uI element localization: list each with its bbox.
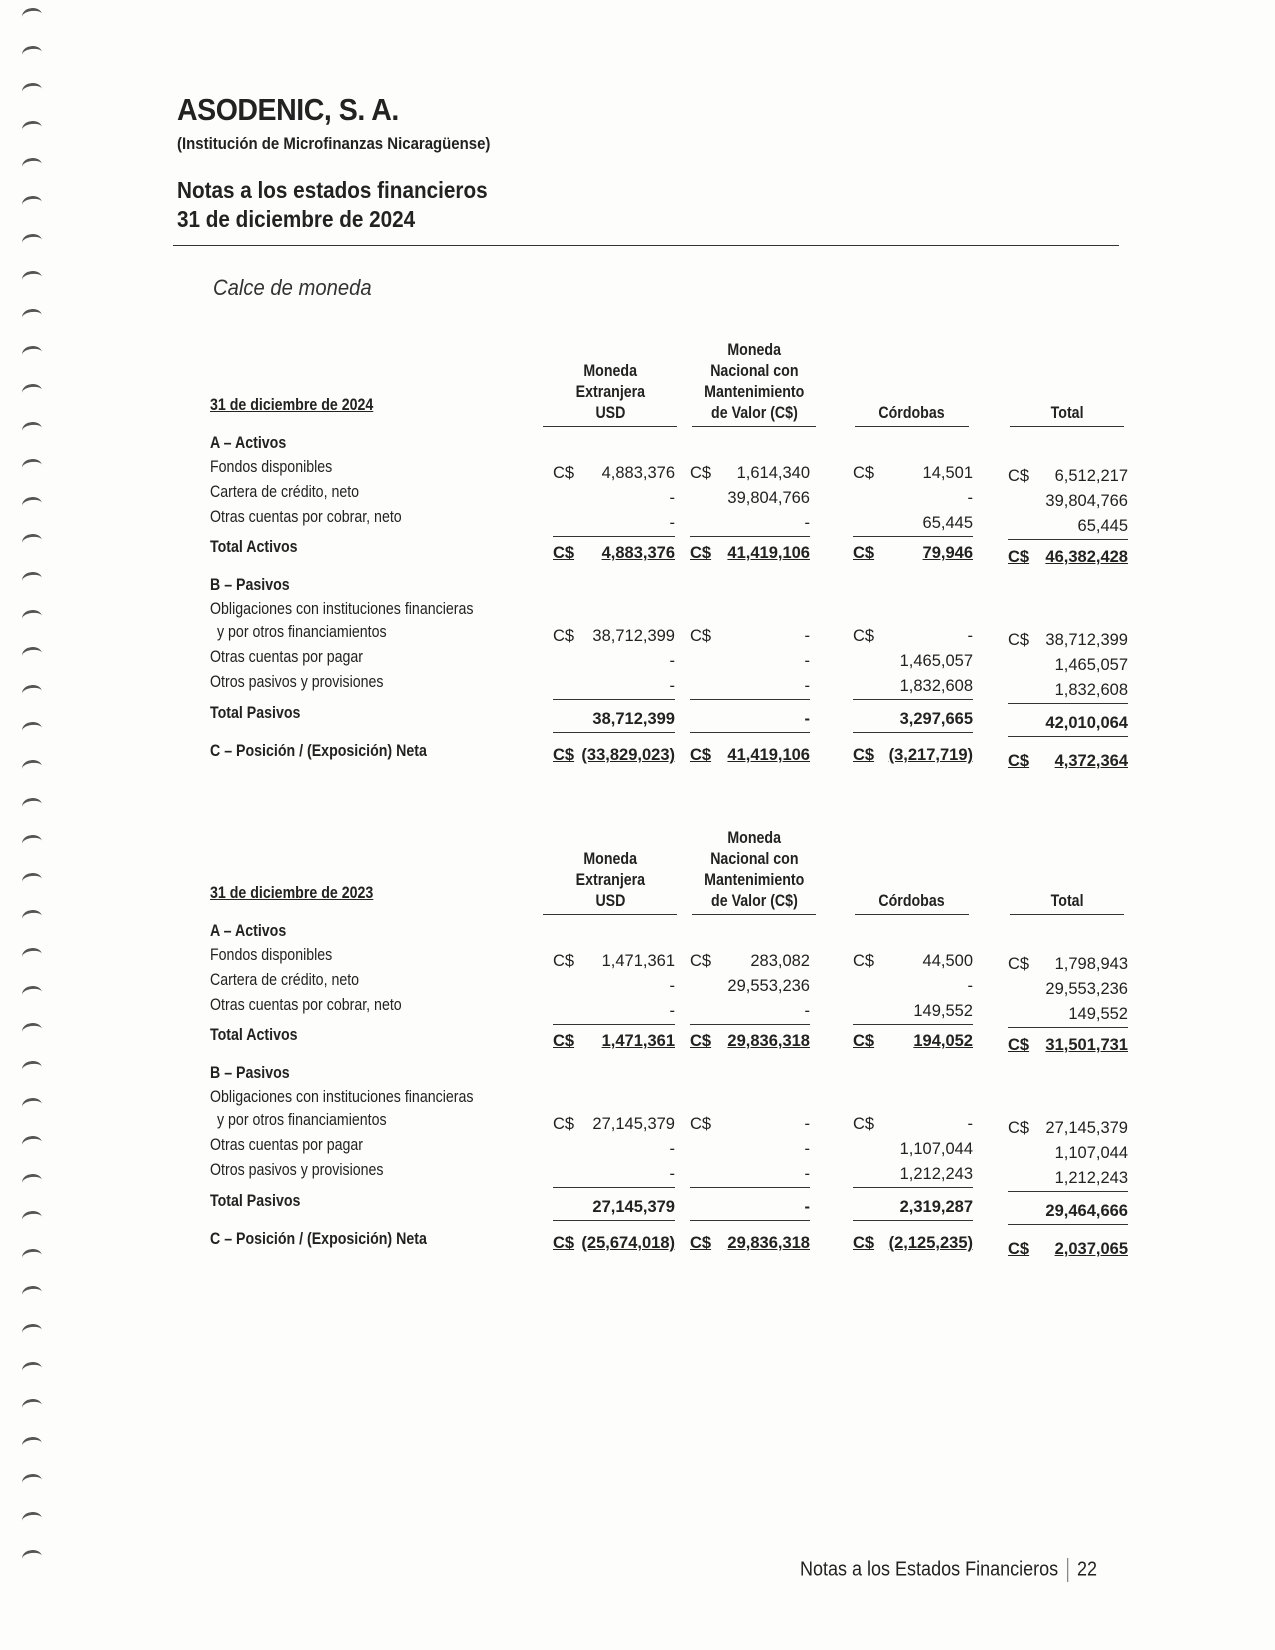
column-header-line: Moneda [583,850,637,868]
total-assets-label: Total Activos [210,1026,298,1044]
net-position-label: C – Posición / (Exposición) Neta [210,742,427,760]
amount-value: 1,107,044 [1054,1144,1128,1162]
liabilities-heading: B – Pasivos [210,576,290,594]
column-header-line: Córdobas [878,404,946,422]
amount-value: 39,804,766 [727,489,810,507]
amount-value: 29,464,666 [1045,1202,1128,1220]
column-header-line: Total [1050,404,1084,422]
binding-ring [21,571,43,589]
footer-text: Notas a los Estados Financieros [800,1558,1059,1581]
amount-cell-total [1008,980,1128,1002]
column-header-line: Moneda [727,829,781,847]
binding-ring [21,195,43,213]
amount-cell-cordobas [853,464,973,486]
amount-cell-total [1008,548,1128,570]
notes-title-block [177,176,488,234]
amount-cell-mv [690,1140,810,1162]
amount-value: 38,712,399 [592,710,675,728]
amount-value: 1,832,608 [1054,681,1128,699]
amount-cell-cordobas [853,514,973,537]
amount-value: - [669,489,675,507]
amount-cell-usd [553,489,675,511]
binding-ring [21,646,43,664]
currency-symbol: C$ [1008,1119,1030,1137]
amount-value: 1,212,243 [1054,1169,1128,1187]
amount-cell-cordobas [853,1165,973,1188]
amount-cell-total [1008,714,1128,737]
row-label: Otros pasivos y provisiones [210,673,384,691]
amount-value: - [669,652,675,670]
binding-ring [21,1097,43,1115]
binding-ring [21,1285,43,1303]
header-divider [173,245,1119,246]
amount-value: (2,125,235) [888,1234,973,1252]
binding-ring [21,1511,43,1529]
amount-cell-mv [690,952,810,974]
amount-cell-usd [553,677,675,700]
binding-ring [21,721,43,739]
amount-value: 79,946 [922,544,973,562]
amount-value: 4,883,376 [601,464,675,482]
amount-value: - [804,1140,810,1158]
amount-value: 1,471,361 [601,952,675,970]
amount-value: 1,798,943 [1054,955,1128,973]
column-header-total [1010,403,1124,427]
column-header-cordobas [855,403,969,427]
assets-heading: A – Activos [210,922,287,940]
amount-value: - [669,1165,675,1183]
binding-ring [21,119,43,137]
currency-symbol: C$ [690,952,712,970]
column-header-usd [543,361,677,427]
amount-cell-total [1008,517,1128,540]
amount-value: 29,836,318 [727,1234,810,1252]
amount-value: 6,512,217 [1054,467,1128,485]
row-label: Obligaciones con instituciones financieras [210,1088,474,1106]
currency-symbol: C$ [1008,752,1030,770]
column-header-total [1010,891,1124,915]
amount-cell-total [1008,1169,1128,1192]
amount-cell-total [1008,656,1128,678]
amount-cell-mv [690,1002,810,1025]
amount-cell-cordobas [853,710,973,733]
binding-ring [21,1435,43,1453]
row-label: Obligaciones con instituciones financieras [210,600,474,618]
binding-ring [21,796,43,814]
column-header-line: Total [1050,892,1084,910]
currency-symbol: C$ [690,544,712,562]
amount-value: - [804,1115,810,1133]
amount-value: 2,037,065 [1054,1240,1128,1258]
company-name: ASODENIC, S. A. [177,92,399,127]
amount-value: 29,553,236 [1045,980,1128,998]
amount-cell-cordobas [853,952,973,974]
amount-cell-total [1008,492,1128,514]
amount-cell-total [1008,681,1128,704]
amount-cell-mv [690,652,810,674]
page-number: 22 [1077,1558,1098,1581]
amount-cell-usd [553,514,675,537]
spiral-binding [8,0,48,1650]
amount-value: 3,297,665 [899,710,973,728]
amount-value: 65,445 [922,514,973,532]
row-label: Fondos disponibles [210,458,333,476]
amount-value: 27,145,379 [1045,1119,1128,1137]
assets-heading: A – Activos [210,434,287,452]
amount-cell-usd [553,1002,675,1025]
binding-ring [21,1247,43,1265]
binding-ring [21,1398,43,1416]
row-label-continued: y por otros financiamientos [217,1111,387,1129]
row-label: Otras cuentas por pagar [210,648,364,666]
row-label: Cartera de crédito, neto [210,483,360,501]
currency-symbol: C$ [1008,631,1030,649]
amount-cell-usd [553,746,675,768]
amount-value: 14,501 [922,464,973,482]
amount-cell-cordobas [853,1032,973,1054]
amount-cell-total [1008,631,1128,653]
currency-symbol: C$ [553,544,575,562]
amount-value: - [804,1165,810,1183]
binding-ring [21,1172,43,1190]
column-header-line: de Valor (C$) [710,892,798,910]
column-header-line: de Valor (C$) [710,404,798,422]
column-header-line: Moneda [583,362,637,380]
binding-ring [21,232,43,250]
amount-cell-cordobas [853,977,973,999]
currency-symbol: C$ [553,746,575,764]
amount-value: - [967,489,973,507]
currency-symbol: C$ [1008,1036,1030,1054]
column-header-line: Extranjera [575,383,645,401]
column-header-line: Nacional con [709,850,799,868]
column-header-line: Extranjera [575,871,645,889]
amount-cell-usd [553,1140,675,1162]
column-header-cordobas [855,891,969,915]
amount-cell-mv [690,464,810,486]
binding-ring [21,7,43,25]
notes-title: Notas a los estados financieros [177,177,488,203]
amount-cell-cordobas [853,544,973,566]
amount-value: 1,212,243 [899,1165,973,1183]
amount-value: 2,319,287 [899,1198,973,1216]
currency-symbol: C$ [553,952,575,970]
currency-symbol: C$ [853,464,875,482]
company-subtitle: (Institución de Microfinanzas Nicaragüense) [177,134,491,153]
currency-symbol: C$ [853,1032,875,1050]
binding-ring [21,984,43,1002]
binding-ring [21,1135,43,1153]
amount-cell-total [1008,467,1128,489]
amount-value: 149,552 [1068,1005,1128,1023]
amount-value: 4,883,376 [601,544,675,562]
currency-symbol: C$ [690,464,712,482]
currency-symbol: C$ [853,627,875,645]
binding-ring [21,270,43,288]
amount-cell-usd [553,710,675,733]
amount-value: 29,836,318 [727,1032,810,1050]
amount-value: 39,804,766 [1045,492,1128,510]
amount-value: - [669,1140,675,1158]
amount-value: 65,445 [1077,517,1128,535]
currency-symbol: C$ [553,464,575,482]
binding-ring [21,307,43,325]
amount-cell-mv [690,1234,810,1256]
currency-symbol: C$ [853,1234,875,1252]
net-position-label: C – Posición / (Exposición) Neta [210,1230,427,1248]
amount-cell-cordobas [853,627,973,649]
currency-symbol: C$ [853,952,875,970]
amount-value: 41,419,106 [727,746,810,764]
binding-ring [21,683,43,701]
amount-cell-usd [553,464,675,486]
column-header-line: Mantenimiento [703,871,805,889]
total-liabilities-label: Total Pasivos [210,704,301,722]
column-header-line: Córdobas [878,892,946,910]
binding-ring [21,871,43,889]
row-label: Otras cuentas por pagar [210,1136,364,1154]
binding-ring [21,495,43,513]
binding-ring [21,82,43,100]
amount-cell-usd [553,952,675,974]
amount-cell-usd [553,1032,675,1054]
amount-value: - [804,652,810,670]
amount-value: - [804,627,810,645]
amount-value: - [967,1115,973,1133]
amount-value: 42,010,064 [1045,714,1128,732]
amount-cell-mv [690,627,810,649]
amount-cell-total [1008,752,1128,774]
footer-separator [1067,1558,1068,1582]
amount-cell-mv [690,514,810,537]
amount-value: - [669,977,675,995]
binding-ring [21,1548,43,1566]
amount-cell-usd [553,1115,675,1137]
amount-cell-usd [553,977,675,999]
amount-value: - [669,677,675,695]
liabilities-heading: B – Pasivos [210,1064,290,1082]
period-header: 31 de diciembre de 2023 [210,884,374,902]
amount-value: 31,501,731 [1045,1036,1128,1054]
amount-value: - [804,1002,810,1020]
amount-cell-usd [553,1165,675,1188]
amount-cell-cordobas [853,1140,973,1162]
notes-date: 31 de diciembre de 2024 [177,206,416,232]
section-title: Calce de moneda [213,275,372,300]
binding-ring [21,608,43,626]
currency-symbol: C$ [853,746,875,764]
amount-value: 44,500 [922,952,973,970]
currency-symbol: C$ [690,1115,712,1133]
amount-cell-cordobas [853,746,973,768]
amount-cell-mv [690,746,810,768]
total-liabilities-label: Total Pasivos [210,1192,301,1210]
amount-cell-total [1008,1144,1128,1166]
amount-cell-mv [690,1165,810,1188]
binding-ring [21,458,43,476]
amount-value: 27,145,379 [592,1198,675,1216]
column-header-line: USD [595,404,625,422]
column-header-line: USD [595,892,625,910]
amount-value: 41,419,106 [727,544,810,562]
amount-value: 38,712,399 [592,627,675,645]
binding-ring [21,759,43,777]
row-label: Otros pasivos y provisiones [210,1161,384,1179]
currency-symbol: C$ [853,1115,875,1133]
currency-symbol: C$ [1008,467,1030,485]
binding-ring [21,909,43,927]
period-header: 31 de diciembre de 2024 [210,396,374,414]
amount-value: - [804,1198,810,1216]
page-footer [800,1558,1097,1582]
binding-ring [21,1059,43,1077]
amount-cell-total [1008,955,1128,977]
amount-cell-cordobas [853,677,973,700]
amount-value: 1,107,044 [899,1140,973,1158]
amount-cell-mv [690,1032,810,1054]
amount-cell-total [1008,1240,1128,1262]
currency-symbol: C$ [690,746,712,764]
column-header-usd [543,849,677,915]
currency-symbol: C$ [690,627,712,645]
amount-value: - [804,514,810,532]
amount-value: 1,465,057 [1054,656,1128,674]
amount-value: 1,471,361 [601,1032,675,1050]
amount-value: - [804,677,810,695]
amount-value: 1,614,340 [736,464,810,482]
amount-value: (25,674,018) [581,1234,675,1252]
amount-cell-mv [690,1198,810,1221]
column-header-mv [692,340,816,427]
currency-symbol: C$ [553,1032,575,1050]
amount-value: 27,145,379 [592,1115,675,1133]
amount-value: 1,832,608 [899,677,973,695]
row-label: Otras cuentas por cobrar, neto [210,996,402,1014]
binding-ring [21,1022,43,1040]
amount-cell-cordobas [853,652,973,674]
amount-cell-cordobas [853,1234,973,1256]
amount-cell-usd [553,1234,675,1256]
binding-ring [21,1210,43,1228]
document-header [177,92,533,154]
amount-value: 149,552 [913,1002,973,1020]
amount-value: - [967,977,973,995]
column-header-mv [692,828,816,915]
row-label-continued: y por otros financiamientos [217,623,387,641]
binding-ring [21,345,43,363]
amount-cell-usd [553,652,675,674]
currency-symbol: C$ [690,1032,712,1050]
binding-ring [21,533,43,551]
binding-ring [21,1323,43,1341]
amount-cell-cordobas [853,1115,973,1137]
amount-cell-usd [553,544,675,566]
amount-value: 29,553,236 [727,977,810,995]
amount-cell-mv [690,1115,810,1137]
amount-value: (33,829,023) [581,746,675,764]
row-label: Otras cuentas por cobrar, neto [210,508,402,526]
binding-ring [21,157,43,175]
currency-symbol: C$ [553,627,575,645]
binding-ring [21,420,43,438]
amount-cell-cordobas [853,1002,973,1025]
amount-value: 38,712,399 [1045,631,1128,649]
currency-symbol: C$ [553,1115,575,1133]
row-label: Cartera de crédito, neto [210,971,360,989]
amount-cell-mv [690,710,810,733]
column-header-line: Moneda [727,341,781,359]
amount-cell-cordobas [853,1198,973,1221]
amount-value: (3,217,719) [888,746,973,764]
binding-ring [21,947,43,965]
amount-cell-mv [690,677,810,700]
column-header-line: Nacional con [709,362,799,380]
amount-cell-mv [690,977,810,999]
amount-value: 283,082 [750,952,810,970]
amount-value: 194,052 [913,1032,973,1050]
amount-value: - [669,514,675,532]
amount-cell-total [1008,1202,1128,1225]
column-header-line: Mantenimiento [703,383,805,401]
binding-ring [21,44,43,62]
currency-symbol: C$ [1008,955,1030,973]
binding-ring [21,1473,43,1491]
amount-cell-usd [553,1198,675,1221]
amount-value: 4,372,364 [1054,752,1128,770]
currency-symbol: C$ [1008,1240,1030,1258]
amount-value: 1,465,057 [899,652,973,670]
binding-ring [21,1360,43,1378]
amount-value: - [967,627,973,645]
binding-ring [21,834,43,852]
amount-cell-mv [690,489,810,511]
amount-cell-cordobas [853,489,973,511]
amount-cell-total [1008,1036,1128,1058]
currency-symbol: C$ [853,544,875,562]
currency-symbol: C$ [690,1234,712,1252]
amount-value: 46,382,428 [1045,548,1128,566]
amount-value: - [804,710,810,728]
amount-cell-total [1008,1119,1128,1141]
amount-cell-mv [690,544,810,566]
row-label: Fondos disponibles [210,946,333,964]
total-assets-label: Total Activos [210,538,298,556]
amount-cell-usd [553,627,675,649]
amount-cell-total [1008,1005,1128,1028]
amount-value: - [669,1002,675,1020]
currency-symbol: C$ [1008,548,1030,566]
currency-symbol: C$ [553,1234,575,1252]
binding-ring [21,383,43,401]
